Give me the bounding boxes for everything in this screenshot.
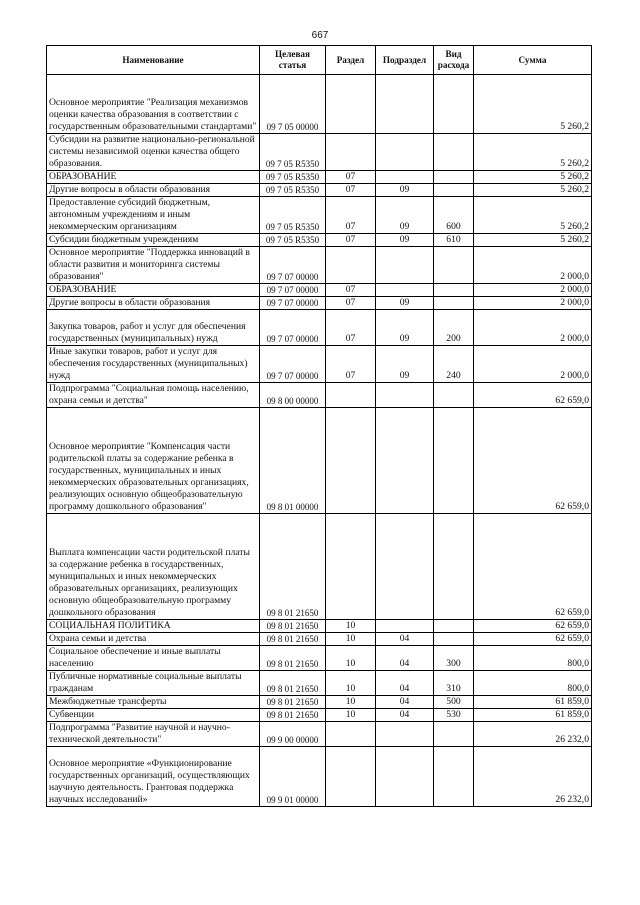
row-amount: 61 859,0 (474, 709, 592, 722)
row-amount: 5 260,2 (474, 171, 592, 184)
row-amount: 5 260,2 (474, 234, 592, 247)
row-target-code: 09 7 05 R5350 (260, 134, 326, 171)
row-subsection (376, 620, 434, 633)
table-row (47, 75, 592, 134)
table-row (47, 197, 592, 234)
row-expense-type (434, 383, 474, 408)
row-target-code: 09 7 05 R5350 (260, 184, 326, 197)
table-row (47, 671, 592, 696)
row-amount: 62 659,0 (474, 408, 592, 514)
row-expense-type (434, 284, 474, 297)
row-section (326, 134, 376, 171)
row-subsection: 04 (376, 633, 434, 646)
row-target-code: 09 8 00 00000 (260, 383, 326, 408)
row-expense-type (434, 134, 474, 171)
table-row (47, 234, 592, 247)
row-target-code: 09 8 01 21650 (260, 633, 326, 646)
row-section (326, 408, 376, 514)
row-expense-type (434, 408, 474, 514)
row-name: Социальное обеспечение и иные выплаты населению (47, 646, 260, 671)
table-row (47, 722, 592, 747)
row-subsection (376, 747, 434, 807)
row-expense-type (434, 184, 474, 197)
row-name: Основное мероприятие "Поддержка инноваций в области развития и мониторинга системы образования" (47, 247, 260, 284)
row-section: 10 (326, 646, 376, 671)
row-section: 07 (326, 234, 376, 247)
row-target-code: 09 9 01 00000 (260, 747, 326, 807)
row-section: 10 (326, 620, 376, 633)
header-target-article: Целевая статья (260, 46, 326, 75)
row-target-code: 09 7 07 00000 (260, 297, 326, 310)
table-row (47, 284, 592, 297)
row-section (326, 247, 376, 284)
row-amount: 800,0 (474, 646, 592, 671)
row-expense-type: 240 (434, 346, 474, 383)
header-row (47, 46, 592, 75)
row-amount: 62 659,0 (474, 514, 592, 620)
header-subsection: Подраздел (376, 46, 434, 75)
row-target-code: 09 7 05 00000 (260, 75, 326, 134)
row-name: Иные закупки товаров, работ и услуг для обеспечения государственных (муниципальных) нужд (47, 346, 260, 383)
table-row (47, 747, 592, 807)
row-subsection: 09 (376, 346, 434, 383)
table-row (47, 633, 592, 646)
table-row (47, 408, 592, 514)
row-target-code: 09 7 05 R5350 (260, 171, 326, 184)
page-number: 667 (311, 30, 329, 41)
row-subsection (376, 247, 434, 284)
row-subsection (376, 408, 434, 514)
row-amount: 62 659,0 (474, 633, 592, 646)
table-row (47, 709, 592, 722)
row-section: 07 (326, 197, 376, 234)
row-name: Субвенции (47, 709, 260, 722)
row-name: Межбюджетные трансферты (47, 696, 260, 709)
row-target-code: 09 7 05 R5350 (260, 197, 326, 234)
row-name: Публичные нормативные социальные выплаты гражданам (47, 671, 260, 696)
table-row (47, 514, 592, 620)
row-section: 07 (326, 284, 376, 297)
row-amount: 2 000,0 (474, 310, 592, 346)
row-subsection: 04 (376, 696, 434, 709)
row-subsection (376, 134, 434, 171)
row-amount: 2 000,0 (474, 284, 592, 297)
row-expense-type: 200 (434, 310, 474, 346)
row-section: 10 (326, 696, 376, 709)
row-target-code: 09 8 01 21650 (260, 620, 326, 633)
row-amount: 5 260,2 (474, 197, 592, 234)
row-amount: 5 260,2 (474, 184, 592, 197)
row-name: ОБРАЗОВАНИЕ (47, 171, 260, 184)
row-name: Предоставление субсидий бюджетным, автономным учреждениям и иным некоммерческим организациям (47, 197, 260, 234)
row-amount: 5 260,2 (474, 134, 592, 171)
row-target-code: 09 8 01 21650 (260, 514, 326, 620)
row-section: 10 (326, 671, 376, 696)
row-subsection: 09 (376, 297, 434, 310)
row-expense-type (434, 297, 474, 310)
row-amount: 2 000,0 (474, 346, 592, 383)
table-row (47, 297, 592, 310)
row-section: 10 (326, 633, 376, 646)
row-section (326, 722, 376, 747)
row-amount: 26 232,0 (474, 747, 592, 807)
table-row (47, 346, 592, 383)
table-row (47, 620, 592, 633)
row-amount: 26 232,0 (474, 722, 592, 747)
row-expense-type (434, 247, 474, 284)
row-subsection: 04 (376, 671, 434, 696)
row-target-code: 09 7 07 00000 (260, 346, 326, 383)
row-expense-type: 300 (434, 646, 474, 671)
row-expense-type (434, 171, 474, 184)
table-row (47, 171, 592, 184)
row-name: СОЦИАЛЬНАЯ ПОЛИТИКА (47, 620, 260, 633)
table-row (47, 383, 592, 408)
row-target-code: 09 8 01 21650 (260, 646, 326, 671)
row-subsection (376, 171, 434, 184)
row-target-code: 09 7 05 R5350 (260, 234, 326, 247)
row-subsection: 09 (376, 310, 434, 346)
row-name: Субсидии бюджетным учреждениям (47, 234, 260, 247)
row-name: Основное мероприятие «Функционирование государственных организаций, осуществляющих научную деятельность. Грантовая поддержка научных исследований» (47, 747, 260, 807)
table-row (47, 184, 592, 197)
row-subsection (376, 383, 434, 408)
row-section (326, 747, 376, 807)
row-name: Закупка товаров, работ и услуг для обеспечения государственных (муниципальных) нужд (47, 310, 260, 346)
row-section: 07 (326, 297, 376, 310)
row-amount: 800,0 (474, 671, 592, 696)
row-name: Другие вопросы в области образования (47, 184, 260, 197)
row-expense-type (434, 514, 474, 620)
row-subsection: 04 (376, 709, 434, 722)
row-name: Подпрограмма "Развитие научной и научно-технической деятельности" (47, 722, 260, 747)
row-name: Другие вопросы в области образования (47, 297, 260, 310)
header-name: Наименование (47, 46, 260, 75)
row-section (326, 75, 376, 134)
table-row (47, 134, 592, 171)
row-name: Выплата компенсации части родительской платы за содержание ребенка в государственных, муниципальных и иных некоммерческих образовательных организациях, реализующих основную общеобразовательную программу дошкольного образования (47, 514, 260, 620)
header-expense-type: Вид расхода (434, 46, 474, 75)
row-target-code: 09 8 01 21650 (260, 709, 326, 722)
row-target-code: 09 8 01 21650 (260, 696, 326, 709)
row-amount: 2 000,0 (474, 247, 592, 284)
row-subsection: 09 (376, 197, 434, 234)
table-row (47, 310, 592, 346)
row-expense-type (434, 75, 474, 134)
row-subsection (376, 284, 434, 297)
row-expense-type (434, 747, 474, 807)
row-subsection (376, 75, 434, 134)
row-subsection (376, 722, 434, 747)
row-section: 07 (326, 184, 376, 197)
row-expense-type (434, 722, 474, 747)
row-name: Охрана семьи и детства (47, 633, 260, 646)
row-expense-type (434, 620, 474, 633)
row-subsection: 09 (376, 184, 434, 197)
row-name: Подпрограмма "Социальная помощь населению, охрана семьи и детства" (47, 383, 260, 408)
row-expense-type: 500 (434, 696, 474, 709)
row-name: Субсидии на развитие национально-региональной системы независимой оценки качества общего образования. (47, 134, 260, 171)
budget-table (46, 45, 592, 807)
table-row (47, 646, 592, 671)
row-subsection: 09 (376, 234, 434, 247)
row-expense-type: 610 (434, 234, 474, 247)
row-subsection: 04 (376, 646, 434, 671)
row-target-code: 09 7 07 00000 (260, 284, 326, 297)
row-expense-type: 530 (434, 709, 474, 722)
row-section: 07 (326, 310, 376, 346)
row-expense-type: 600 (434, 197, 474, 234)
row-name: Основное мероприятие "Реализация механизмов оценки качества образования в соответствии с государственным образовательными стандартами" (47, 75, 260, 134)
row-expense-type (434, 633, 474, 646)
row-section (326, 514, 376, 620)
row-target-code: 09 8 01 21650 (260, 671, 326, 696)
row-amount: 62 659,0 (474, 620, 592, 633)
row-section: 07 (326, 171, 376, 184)
row-subsection (376, 514, 434, 620)
row-section (326, 383, 376, 408)
row-target-code: 09 8 01 00000 (260, 408, 326, 514)
row-amount: 61 859,0 (474, 696, 592, 709)
row-section: 10 (326, 709, 376, 722)
row-amount: 2 000,0 (474, 297, 592, 310)
row-target-code: 09 9 00 00000 (260, 722, 326, 747)
table-row (47, 696, 592, 709)
row-name: Основное мероприятие "Компенсация части родительской платы за содержание ребенка в государственных, муниципальных и иных некоммерческих образовательных организациях, реализующих основную общеобразовательную программу дошкольного образования" (47, 408, 260, 514)
header-section: Раздел (326, 46, 376, 75)
row-amount: 62 659,0 (474, 383, 592, 408)
row-target-code: 09 7 07 00000 (260, 310, 326, 346)
row-section: 07 (326, 346, 376, 383)
table-row (47, 247, 592, 284)
row-amount: 5 260,2 (474, 75, 592, 134)
row-name: ОБРАЗОВАНИЕ (47, 284, 260, 297)
header-amount: Сумма (474, 46, 592, 75)
row-expense-type: 310 (434, 671, 474, 696)
row-target-code: 09 7 07 00000 (260, 247, 326, 284)
